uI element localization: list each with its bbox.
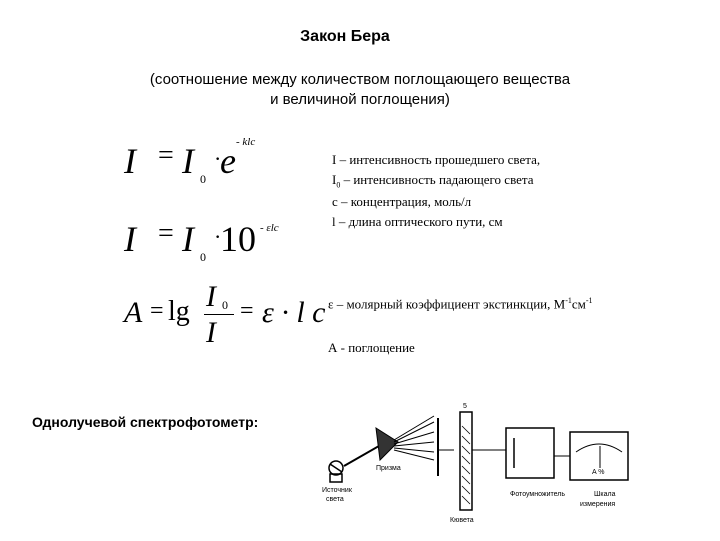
spectrophotometer-diagram bbox=[314, 356, 650, 536]
fraction-bar bbox=[204, 314, 234, 315]
formula-3-numerator-sub: 0 bbox=[222, 298, 228, 312]
subtitle-line-1: (соотношение между количеством поглощающего вещества bbox=[149, 71, 571, 88]
formula-1-lhs: I bbox=[124, 141, 136, 181]
formula-1-dot: · bbox=[214, 146, 222, 171]
formula-3-equals: = bbox=[150, 298, 164, 324]
section-label: Однолучевой спектрофотометр: bbox=[32, 414, 259, 430]
meter-sign: A % bbox=[592, 469, 605, 476]
meter-label-1: Шкала bbox=[594, 491, 616, 498]
meter-label-2: измерения bbox=[580, 501, 616, 508]
formula-3-numerator: I bbox=[206, 280, 216, 313]
diagram-svg bbox=[314, 356, 650, 536]
formula-1-sub: 0 bbox=[200, 172, 206, 186]
formula-1-equals: = bbox=[158, 140, 174, 171]
formula-3 bbox=[124, 280, 334, 354]
source-label-1: Источник bbox=[322, 487, 352, 494]
formula-2-sub: 0 bbox=[200, 250, 206, 264]
cuvette-marker: 5 bbox=[463, 403, 467, 410]
definition-a: А - поглощение bbox=[328, 340, 415, 355]
formula-2-base: 10 bbox=[220, 219, 256, 259]
formula-3-denominator: I bbox=[206, 316, 216, 349]
definition-l: l – длина оптического пути, см bbox=[332, 214, 503, 229]
formula-2-dot: · bbox=[214, 224, 222, 249]
detector-label: Фотоумножитель bbox=[510, 491, 566, 498]
formula-1-base: e bbox=[220, 141, 236, 181]
definition-c: с – концентрация, моль/л bbox=[332, 194, 472, 209]
formula-2 bbox=[124, 218, 324, 268]
definition-i: I – интенсивность прошедшего света, bbox=[332, 152, 541, 167]
definition-epsilon: ε – молярный коэффициент экстинкции, $М^{-1}см^{-1}$ bbox=[328, 296, 593, 312]
formula-3-equals-2: = bbox=[240, 298, 254, 324]
photomultiplier bbox=[506, 428, 554, 478]
formula-2-i0: I bbox=[182, 219, 194, 259]
definition-i0: $I_0$ – интенсивность падающего света bbox=[332, 172, 534, 190]
formula-3-rhs: ε · l c bbox=[262, 296, 326, 329]
subtitle bbox=[60, 70, 660, 110]
formula-1-exponent: - klc bbox=[236, 136, 256, 148]
formula-2-lhs: I bbox=[124, 219, 136, 259]
formula-3-log: lg bbox=[168, 296, 190, 327]
formula-3-lhs: A bbox=[124, 296, 143, 329]
subtitle-line-2: и величиной поглощения) bbox=[270, 91, 450, 108]
formula-2-equals: = bbox=[158, 218, 174, 249]
page-title: Закон Бера bbox=[300, 28, 390, 45]
cuvette-label: Кювета bbox=[450, 517, 474, 524]
prism-label: Призма bbox=[376, 465, 401, 472]
formula-1-i0: I bbox=[182, 141, 194, 181]
formula-2-exponent: - εlc bbox=[260, 222, 279, 234]
source-label-2: света bbox=[326, 496, 344, 503]
formula-1 bbox=[124, 136, 324, 190]
